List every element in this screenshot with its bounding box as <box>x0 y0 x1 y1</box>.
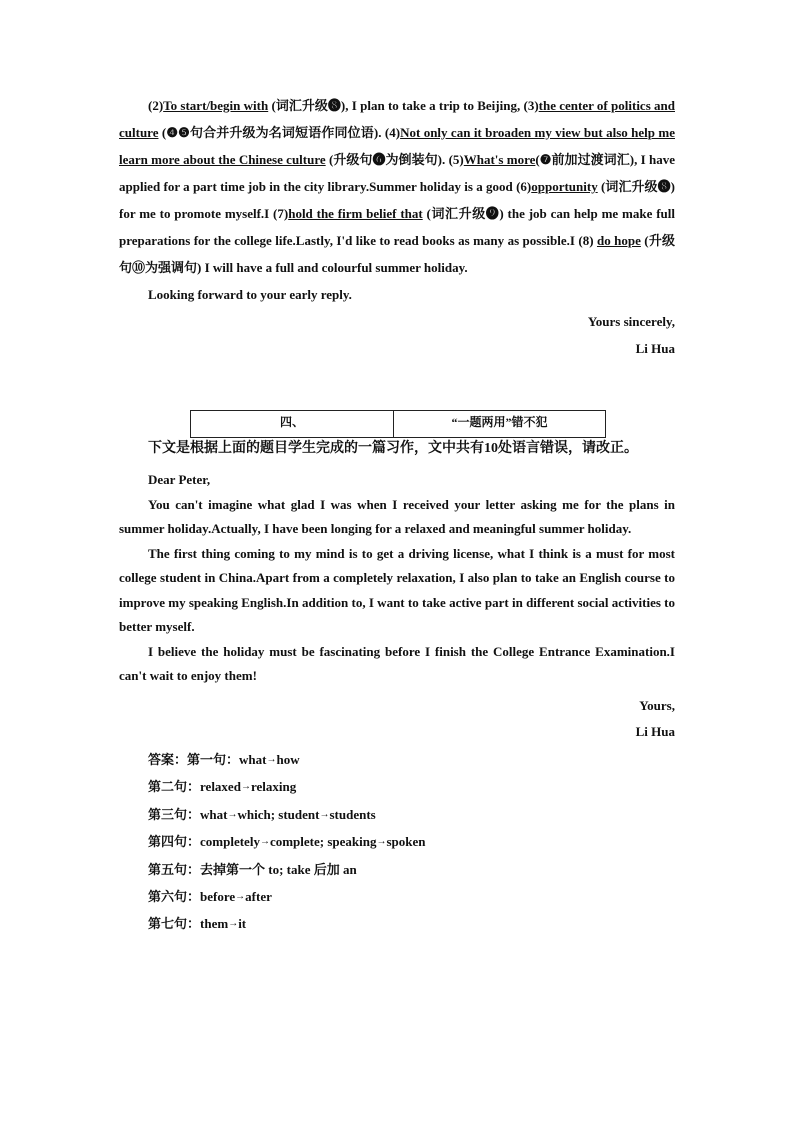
answer-item: 第七句：them→it <box>119 910 675 937</box>
note-8: (升级句⑩为强调句) <box>119 233 675 275</box>
note-2: (词汇升级❽) <box>268 98 346 113</box>
text-7: the job can help me make full preparations for the college life.Lastly, I'd like to read books as many as possible.I (8) <box>119 206 675 248</box>
looking-forward: Looking forward to your early reply. <box>148 287 352 302</box>
instruction: 下文是根据上面的题目学生完成的一篇习作，文中共有10处语言错误，请改正。 <box>148 441 638 456</box>
arrow-icon: → <box>259 836 270 848</box>
marker-4: . (4) <box>378 125 401 140</box>
answer-2: To start/begin with <box>163 98 269 113</box>
arrow-icon: → <box>240 781 251 793</box>
marker-5: . (5) <box>442 152 464 167</box>
draft-signoff: Yours, <box>639 697 675 713</box>
note-4: (升级句❻为倒装句) <box>325 152 443 167</box>
answer-item: 答案：第一句：what→how <box>119 746 675 773</box>
text-8: I will have a full and colourful summer holiday. <box>201 260 468 275</box>
answer-3: the center of politics and culture <box>119 98 675 140</box>
answer-list <box>119 746 675 938</box>
note-3: (❹❺句合并升级为名词短语作同位语) <box>158 125 379 140</box>
arrow-icon: → <box>266 754 277 765</box>
answer-item: 第六句：before→after <box>119 883 675 910</box>
draft-author: Li Hua <box>635 723 675 739</box>
note-6: (词汇升级❽) <box>597 179 675 194</box>
section-title: “一题两用”错不犯 <box>451 415 548 429</box>
answer-7: hold the firm belief that <box>288 206 423 221</box>
answer-8: do hope <box>596 233 641 248</box>
answer-4: Not only can it broaden my view but also help me learn more about the Chinese culture <box>119 125 675 167</box>
arrow-icon: → <box>319 808 330 820</box>
answer-5: What's more <box>463 152 536 167</box>
arrow-icon: → <box>376 836 387 848</box>
text-5: , I have applied for a part time job in the city library.Summer holiday is a good (6) <box>119 152 676 194</box>
signoff: Yours sincerely, <box>587 314 675 329</box>
note-5: (❼前加过渡词汇) <box>535 152 635 167</box>
draft-paragraph-1: You can't imagine what glad I was when I received your letter asking me for the plans in summer holiday.Actually, I have been longing for a relaxed and meaningful summer holiday. <box>119 496 675 536</box>
text-6: for me to promote myself.I (7) <box>119 206 289 221</box>
essay-section <box>119 92 675 362</box>
author-name: Li Hua <box>635 341 675 356</box>
greeting: Dear Peter, <box>148 472 211 487</box>
answer-item: 第五句：去掉第一个 to; take 后加 an <box>148 861 357 877</box>
correction-section <box>119 434 675 938</box>
draft-paragraph-2: The first thing coming to my mind is to get a driving license, what I think is a must for most college student in China.Apart from a completely relaxation, I also plan to take an English course to improve my speaking English.In addition to, I want to take active part in different social activities to better myself. <box>119 545 675 634</box>
note-7: (词汇升级❾) <box>422 206 504 221</box>
arrow-icon: → <box>227 808 238 820</box>
answer-6: opportunity <box>531 179 598 194</box>
answer-item: 第三句：what→which; student→students <box>119 801 675 828</box>
draft-paragraph-3: I believe the holiday must be fascinating before I finish the College Entrance Examination.I can't wait to enjoy them! <box>119 643 675 683</box>
arrow-icon: → <box>235 891 246 903</box>
arrow-icon: → <box>228 918 239 930</box>
text-2: , I plan to take a trip to Beijing, (3) <box>345 98 539 113</box>
answer-item: 第二句：relaxed→relaxing <box>119 773 675 800</box>
answer-item: 第四句：completely→complete; speaking→spoken <box>119 828 675 855</box>
essay-paragraph <box>119 92 675 281</box>
marker-2: (2) <box>148 98 164 113</box>
section-number: 四、 <box>191 411 394 437</box>
